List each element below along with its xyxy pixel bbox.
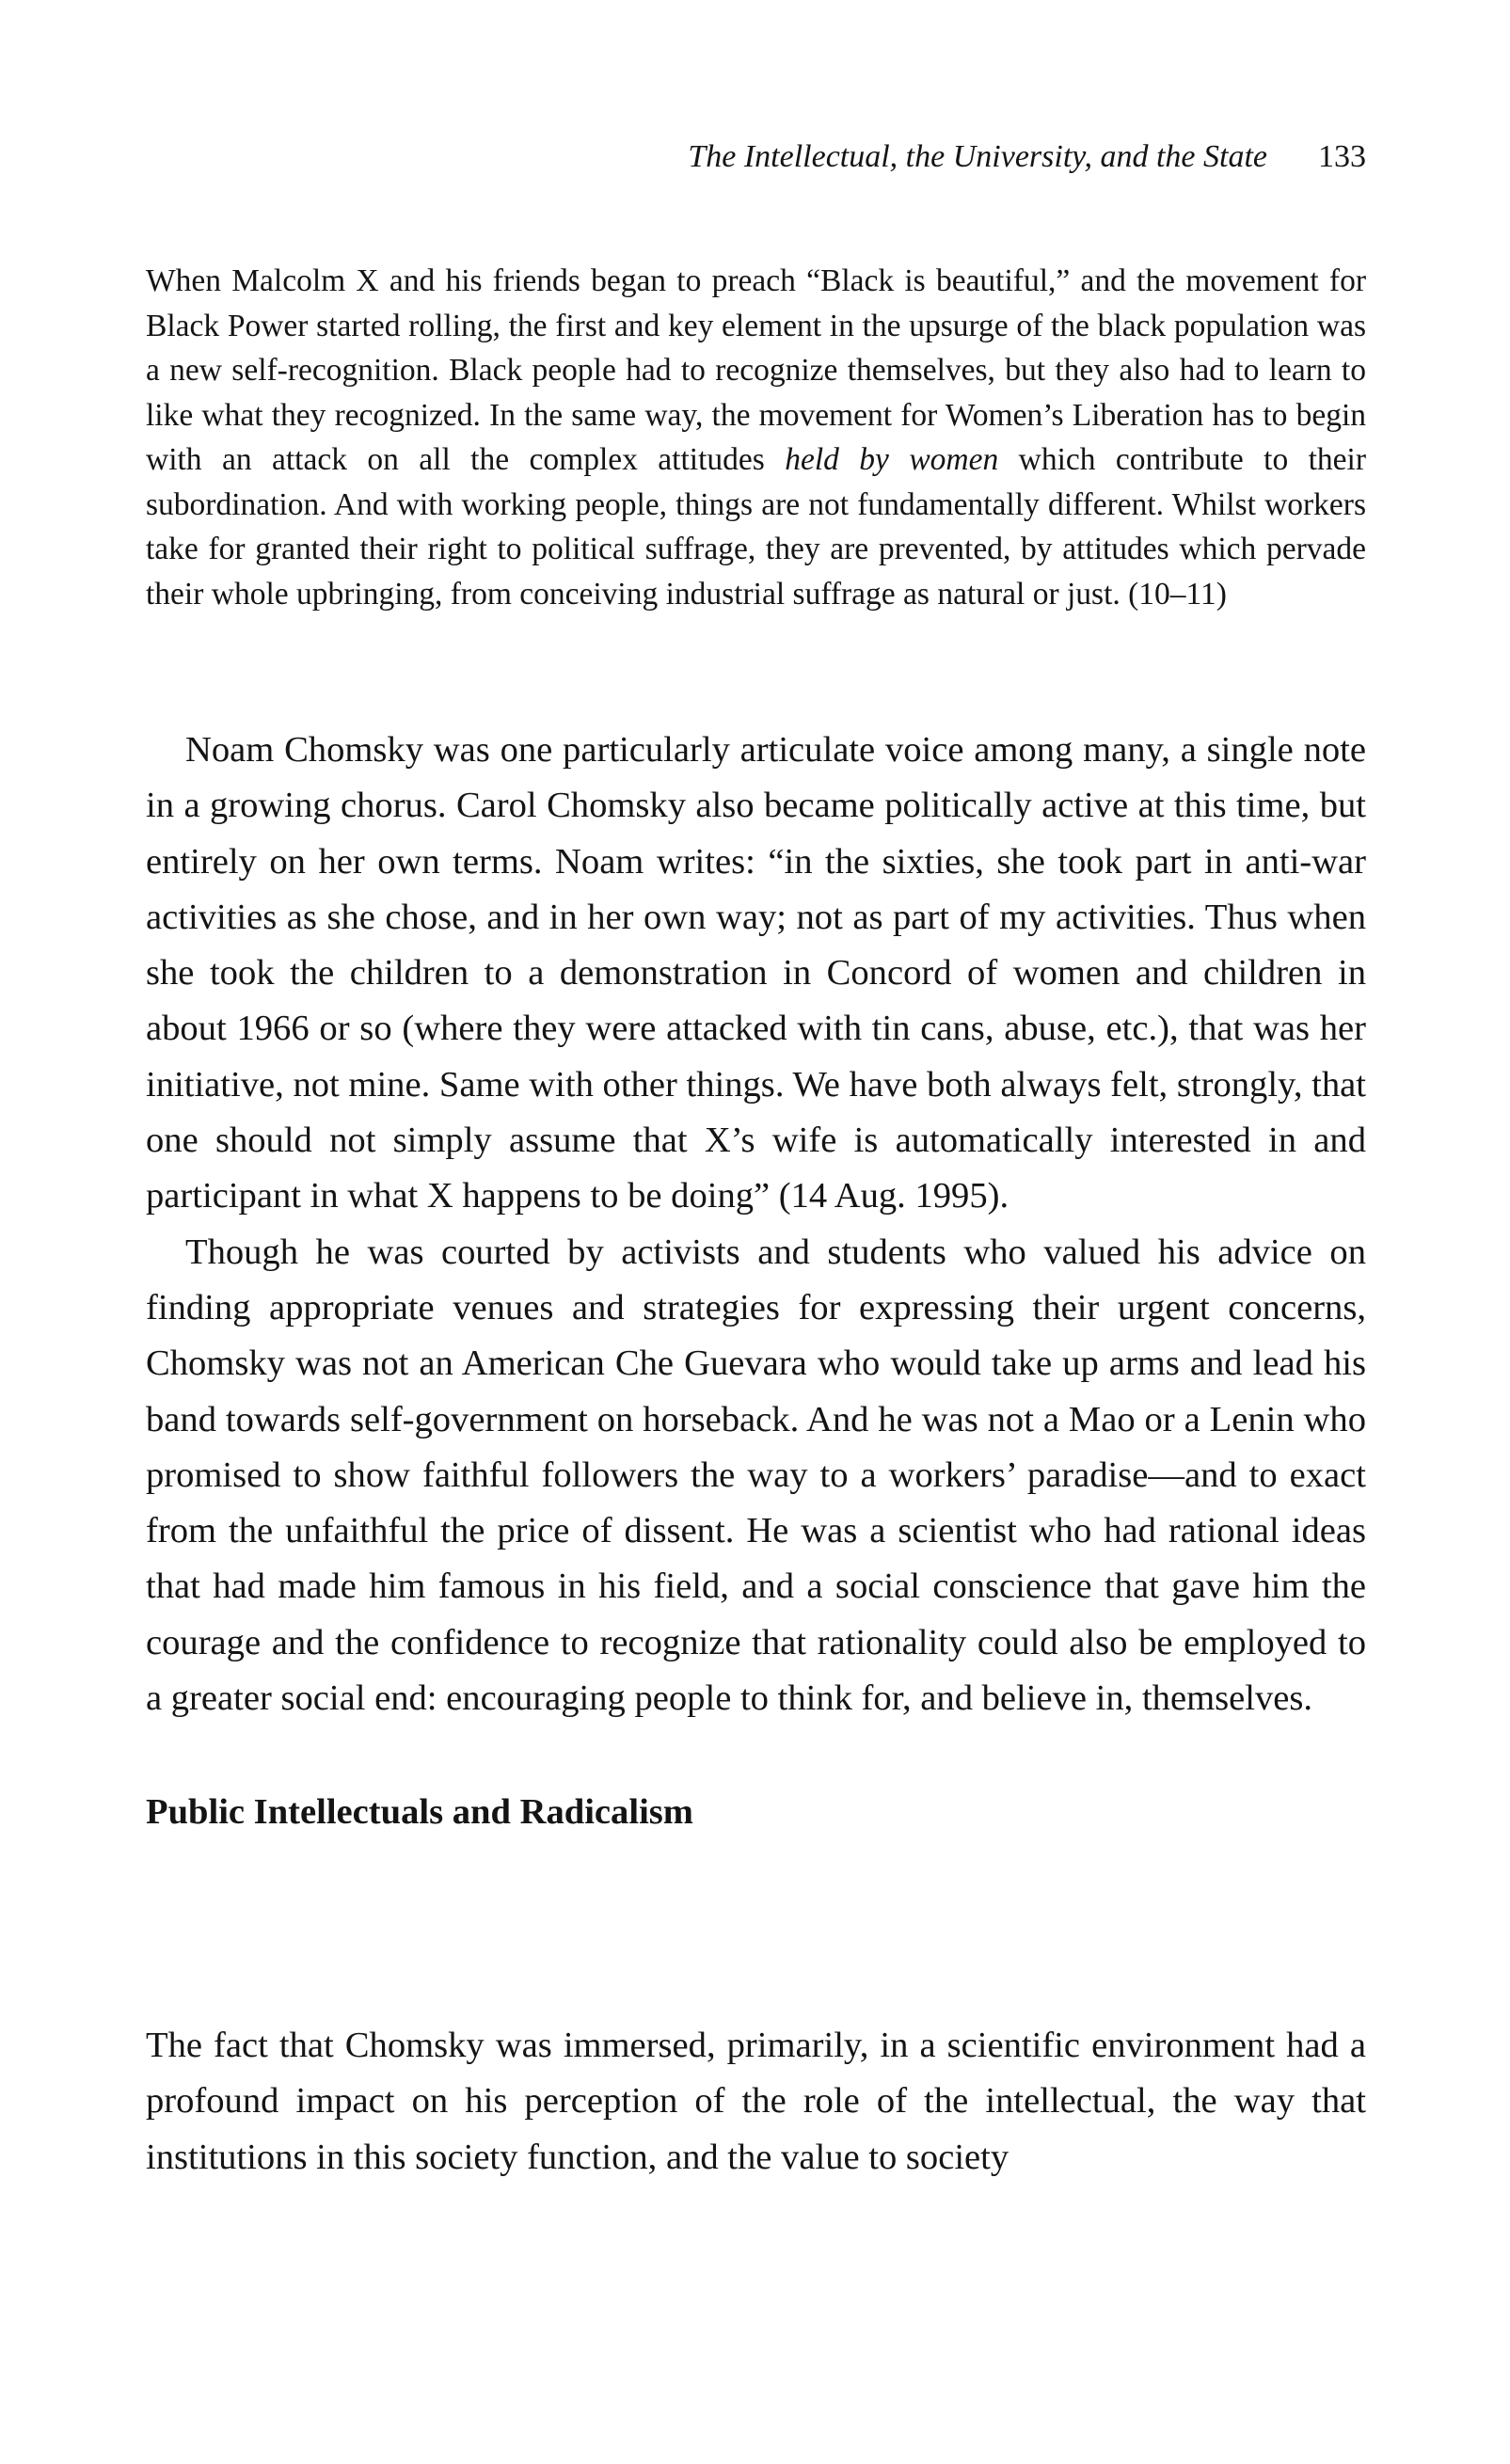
running-head-title: The Intellectual, the University, and the State xyxy=(688,139,1267,174)
block-quote xyxy=(146,259,1366,616)
block-quote-text-end: which contribute to their subordination. And with working people, things are not fundamentally different. Whilst workers take for granted their right to political suffrage, they are prevented, by attitudes which pervade their whole upbringing, from conceiving industrial suffrage as natural or just. (10–11) xyxy=(146,442,1367,612)
section-paragraph: The fact that Chomsky was immersed, primarily, in a scientific environment had a profound impact on his perception of the role of the intellectual, the way that institutions in this society function, and the value to society xyxy=(146,2026,1366,2177)
body-paragraph: Noam Chomsky was one particularly articulate voice among many, a single note in a growing chorus. Carol Chomsky also became politically active at this time, but entirely on her own terms. Noam writes: “in the sixties, she took part in anti-war activities as she chose, and in her own way; not as part of my activities. Thus when she took the children to a demonstration in Concord of women and children in about 1966 or so (where they were attacked with tin cans, abuse, etc.), that was her initiative, not mine. Same with other things. We have both always felt, strongly, that one should not simply assume that X’s wife is automatically interested in and participant in what X happens to be doing” (14 Aug. 1995). xyxy=(146,730,1366,1216)
block-quote-paragraph xyxy=(146,259,1366,616)
book-page xyxy=(146,0,1369,2464)
page-number: 133 xyxy=(1318,139,1366,174)
block-quote-emphasis: held by women xyxy=(785,442,999,477)
body-paragraph: Though he was courted by activists and students who valued his advice on finding appropriate venues and strategies for expressing their urgent concerns, Chomsky was not an American Che Guevara who would take up arms and lead his band towards self-government on horseback. And he was not a Mao or a Lenin who promised to show faithful followers the way to a workers’ paradise—and to exact from the unfaithful the price of dissent. He was a scientist who had rational ideas that had made him famous in his field, and a social conscience that gave him the courage and the confidence to recognize that rationality could also be employed to a greater social end: encouraging people to think for, and believe in, themselves. xyxy=(146,1232,1366,1719)
section-body-text xyxy=(146,2018,1366,2186)
running-head xyxy=(146,139,1366,175)
body-text xyxy=(146,723,1366,1726)
section-heading: Public Intellectuals and Radicalism xyxy=(146,1792,693,1832)
block-quote-text-start: When Malcolm X and his friends began to preach “Black is beautiful,” and the movement for Black Power started rolling, the first and key element in the upsurge of the black population was a new self-recognition. Black people had to recognize themselves, but they also had to learn to like what they recognized. In the same way, the movement for Women’s Liberation has to begin with an attack on all the complex attitudes xyxy=(146,263,1366,477)
